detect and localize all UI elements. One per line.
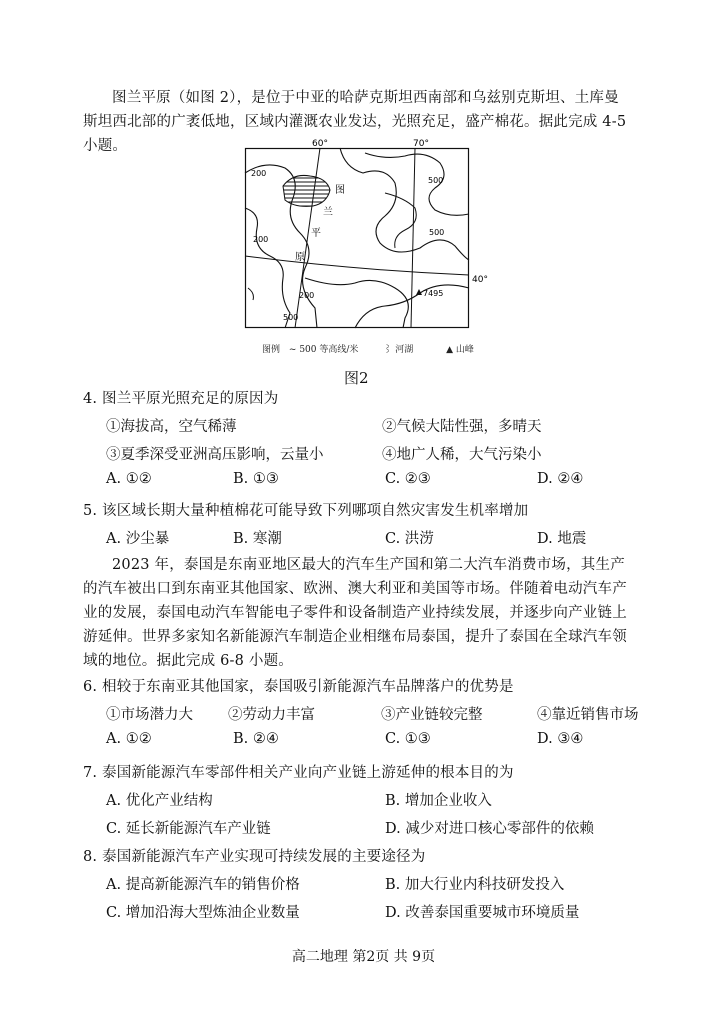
place-char: 原	[295, 252, 305, 263]
q7-option-a[interactable]: A. 优化产业结构	[106, 793, 213, 809]
q7-stem: 7. 泰国新能源汽车零部件相关产业向产业链上游延伸的根本目的为	[83, 765, 514, 781]
q7-option-c[interactable]: C. 延长新能源汽车产业链	[106, 821, 271, 837]
q7-option-b[interactable]: B. 增加企业收入	[385, 793, 492, 809]
passage2-line3: 业的发展，泰国电动汽车智能电子零件和设备制造产业持续发展，并逐步向产业链上	[83, 605, 627, 621]
q5-option-d[interactable]: D. 地震	[537, 531, 587, 547]
q5-option-c[interactable]: C. 洪涝	[385, 531, 434, 547]
lon-60-label: 60°	[312, 139, 328, 149]
legend-contour-sample: 500	[299, 345, 317, 355]
peak-elevation-label: 7495	[423, 289, 444, 298]
passage2-line4: 游延伸。世界多家知名新能源汽车制造企业相继布局泰国，提升了泰国在全球汽车领	[83, 629, 627, 645]
q4-statement-2: ②气候大陆性强，多晴天	[382, 419, 542, 435]
figure-caption: 图2	[344, 369, 369, 387]
q8-stem: 8. 泰国新能源汽车产业实现可持续发展的主要途径为	[83, 849, 426, 865]
q6-statement-1: ①市场潜力大	[106, 707, 193, 723]
q6-statement-3: ③产业链较完整	[381, 707, 483, 723]
map-legend	[262, 342, 474, 355]
q6-option-c[interactable]: C. ①③	[385, 731, 431, 747]
q4-stem: 4. 图兰平原光照充足的原因为	[83, 391, 279, 407]
map-svg	[245, 139, 488, 328]
q4-option-c[interactable]: C. ②③	[385, 471, 431, 487]
q6-option-b[interactable]: B. ②④	[233, 731, 279, 747]
lake-shape	[283, 175, 330, 206]
passage1-line2: 斯坦西北部的广袤低地，区域内灌溉农业发达，光照充足，盛产棉花。据此完成 4-5	[83, 114, 627, 130]
legend-lake-label: 河湖	[395, 345, 414, 355]
passage2-line2: 的汽车被出口到东南亚其他国家、欧洲、澳大利亚和美国等市场。伴随着电动汽车产	[83, 581, 627, 597]
q5-stem: 5. 该区域长期大量种植棉花可能导致下列哪项自然灾害发生机率增加	[83, 503, 529, 519]
contour-legend-icon: ~	[288, 345, 297, 355]
place-char: 兰	[323, 207, 333, 218]
peak-legend-icon: ▲	[446, 345, 453, 355]
passage1-line1: 图兰平原（如图 2），是位于中亚的哈萨克斯坦西南部和乌兹别克斯坦、土库曼	[112, 90, 619, 106]
contour-label: 500	[283, 313, 299, 322]
q6-stem: 6. 相较于东南亚其他国家，泰国吸引新能源汽车品牌落户的优势是	[83, 679, 514, 695]
contour-label: 500	[429, 228, 445, 237]
q6-statement-4: ④靠近销售市场	[537, 707, 639, 723]
q6-option-d[interactable]: D. ③④	[537, 731, 584, 747]
legend-title: 图例	[262, 345, 281, 355]
legend-contour-label: 等高线/米	[319, 345, 359, 355]
passage1-line3: 小题。	[83, 138, 128, 154]
legend-peak-label: 山峰	[455, 345, 474, 355]
q8-option-d[interactable]: D. 改善泰国重要城市环境质量	[385, 905, 580, 921]
lake-legend-icon: ⌇	[383, 345, 393, 355]
lon-70-label: 70°	[413, 139, 429, 149]
page-footer: 高二地理 第2页 共 9页	[291, 949, 436, 965]
q8-option-b[interactable]: B. 加大行业内科技研发投入	[385, 877, 565, 893]
contour-label: 200	[299, 291, 315, 300]
passage2-line5: 域的地位。据此完成 6-8 小题。	[83, 653, 293, 669]
q5-option-b[interactable]: B. 寒潮	[233, 531, 282, 547]
q6-option-a[interactable]: A. ①②	[106, 731, 152, 747]
q7-option-d[interactable]: D. 减少对进口核心零部件的依赖	[385, 821, 594, 837]
q5-option-a[interactable]: A. 沙尘暴	[106, 531, 170, 547]
q4-option-a[interactable]: A. ①②	[106, 471, 152, 487]
q4-statement-3: ③夏季深受亚洲高压影响，云量小	[106, 447, 324, 463]
contour-label: 500	[428, 176, 444, 185]
q4-option-b[interactable]: B. ①③	[233, 471, 279, 487]
q8-option-c[interactable]: C. 增加沿海大型炼油企业数量	[106, 905, 300, 921]
lat-40-label: 40°	[472, 275, 488, 285]
q4-option-d[interactable]: D. ②④	[537, 471, 584, 487]
q4-statement-4: ④地广人稀，大气污染小	[382, 447, 542, 463]
place-char: 平	[311, 228, 321, 239]
q4-statement-1: ①海拔高，空气稀薄	[106, 419, 237, 435]
contour-label: 200	[253, 235, 269, 244]
passage2-line1: 2023 年，泰国是东南亚地区最大的汽车生产国和第二大汽车消费市场，其生产	[112, 557, 625, 573]
contour-label: 200	[251, 169, 267, 178]
turan-plain-map	[245, 139, 488, 328]
place-char: 图	[335, 185, 345, 196]
q8-option-a[interactable]: A. 提高新能源汽车的销售价格	[106, 877, 300, 893]
q6-statement-2: ②劳动力丰富	[228, 707, 315, 723]
